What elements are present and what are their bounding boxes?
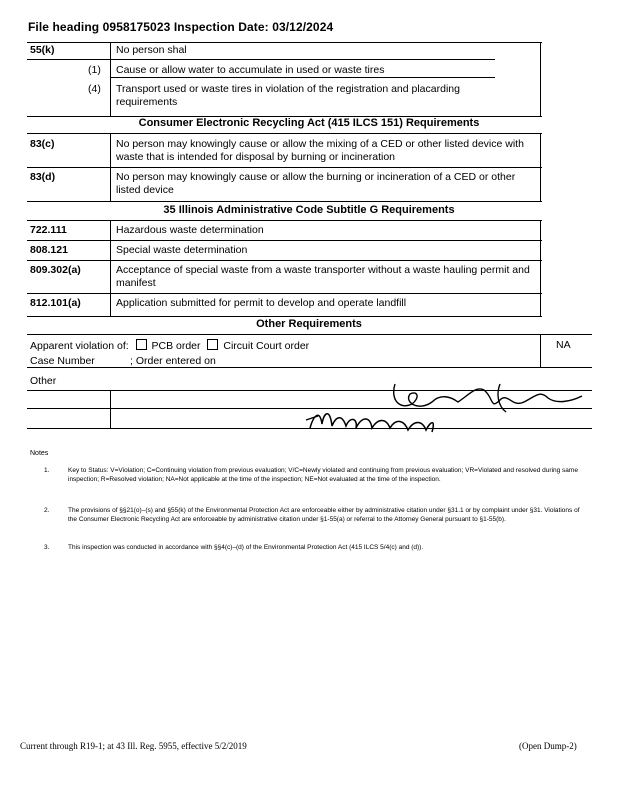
divider: [27, 167, 542, 168]
case-number-label: Case Number: [30, 355, 95, 367]
row-text: Cause or allow water to accumulate in used or waste tires: [116, 64, 385, 76]
note-text: The provisions of §§21(o)–(s) and §55(k) of the Environmental Protection Act are enforceable either by administrative citation under §31.1 or by complaint under §31. Violations of the Consumer Electronic Recycling Act are enforceable by administrative citation under §1-55(a) or referral to the Attorney General pursuant to §1-55(b).: [68, 507, 580, 523]
row-text: Application submitted for permit to develop and operate landfill: [116, 297, 407, 309]
divider: [27, 293, 542, 294]
signature: [300, 372, 590, 438]
row-code: 83(d): [30, 171, 56, 183]
divider: [27, 367, 592, 368]
row-text: Acceptance of special waste from a waste transporter without a waste hauling permit and manifest: [116, 264, 530, 289]
order-entered-label: ; Order entered on: [130, 355, 216, 367]
section-title-ced: Consumer Electronic Recycling Act (415 ILCS 151) Requirements: [138, 117, 480, 129]
circuit-court-order-label: Circuit Court order: [223, 340, 310, 352]
row-code: 812.101(a): [30, 297, 81, 309]
row-code: 809.302(a): [30, 264, 81, 276]
divider: [27, 316, 542, 317]
file-heading: File heading 0958175023 Inspection Date: 03/12/2024: [28, 20, 334, 34]
section-title-35iac: 35 Illinois Administrative Code Subtitle G Requirements: [163, 204, 455, 216]
note-number: 1.: [44, 467, 50, 474]
row-text: Hazardous waste determination: [116, 224, 264, 236]
divider: [110, 42, 111, 116]
row-code: (4): [88, 83, 101, 95]
row-text: No person may knowingly cause or allow the mixing of a CED or other listed device with waste that is intended for disposal by burning or incineration: [116, 138, 524, 163]
other-label: Other: [30, 375, 57, 387]
row-code: 83(c): [30, 138, 55, 150]
divider: [110, 390, 111, 428]
circuit-court-order-checkbox[interactable]: [207, 339, 218, 350]
status-value: NA: [556, 339, 571, 351]
row-code: (1): [88, 64, 101, 76]
divider: [110, 59, 495, 60]
divider: [27, 334, 592, 335]
divider: [540, 220, 541, 316]
pcb-order-label: PCB order: [151, 340, 201, 352]
divider: [110, 220, 111, 316]
note-text: Key to Status: V=Violation; C=Continuing violation from previous evaluation; V/C=Newly violated and continuing from previous evaluation; VR=Violated and resolved during same inspection; R=Resolved violation; NA=Not applicable at the time of the inspection; NE=Not evaluated at the time of the inspection.: [68, 467, 578, 483]
section-title-other: Other Requirements: [256, 318, 362, 330]
note-number: 2.: [44, 507, 50, 514]
pcb-order-checkbox[interactable]: [136, 339, 147, 350]
divider: [540, 334, 541, 367]
note-number: 3.: [44, 544, 50, 551]
divider: [27, 42, 542, 43]
footer-right: (Open Dump-2): [519, 741, 577, 751]
apparent-violation-label: Apparent violation of:: [30, 340, 129, 352]
row-code: 808.121: [30, 244, 68, 256]
divider: [110, 77, 495, 78]
divider: [27, 201, 542, 202]
divider: [27, 220, 542, 221]
divider: [27, 59, 110, 60]
apparent-violation-row: [30, 339, 309, 353]
row-code: 722.111: [30, 224, 67, 236]
notes-title: Notes: [30, 450, 49, 457]
note-text: This inspection was conducted in accordance with §§4(c)–(d) of the Environmental Protection Act (415 ILCS 5/4(c) and (d)).: [68, 544, 424, 551]
divider: [27, 260, 542, 261]
row-text: No person shal: [116, 44, 187, 56]
divider: [27, 240, 542, 241]
row-code: 55(k): [30, 44, 55, 56]
divider: [540, 42, 541, 116]
row-text: Transport used or waste tires in violation of the registration and placarding requirements: [116, 83, 460, 108]
row-text: No person may knowingly cause or allow the burning or incineration of a CED or other listed device: [116, 171, 516, 196]
divider: [27, 133, 542, 134]
row-text: Special waste determination: [116, 244, 248, 256]
footer-left: Current through R19-1; at 43 Ill. Reg. 5955, effective 5/2/2019: [20, 741, 247, 751]
